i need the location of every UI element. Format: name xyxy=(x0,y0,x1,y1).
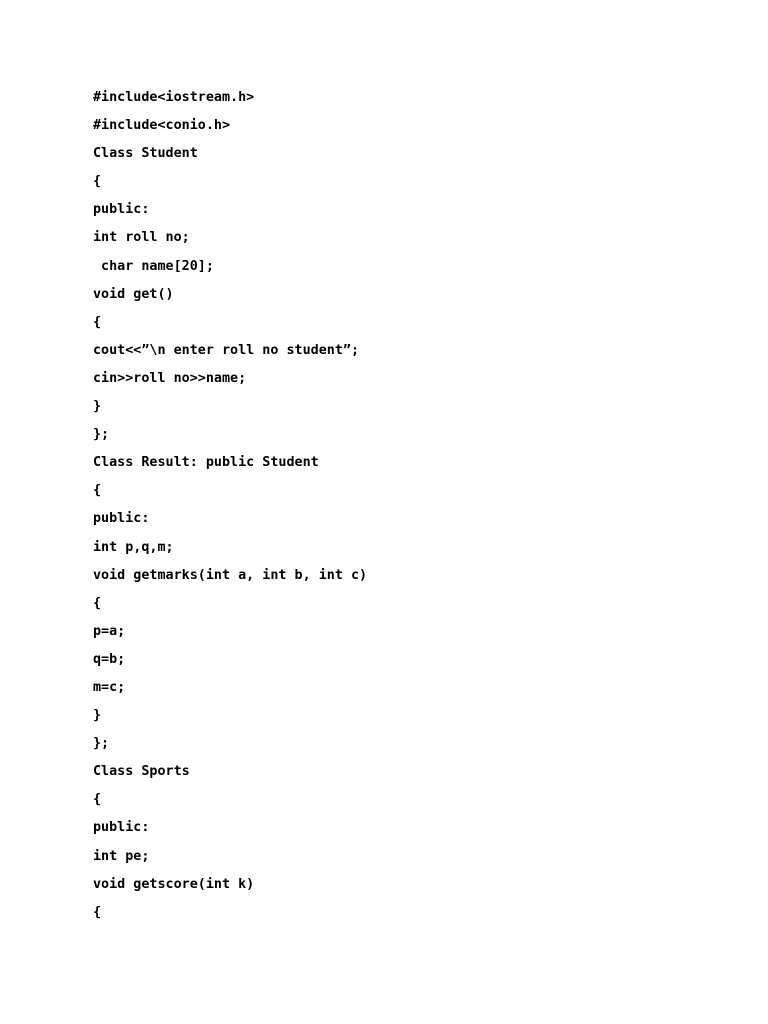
code-line: { xyxy=(93,595,102,611)
code-line: { xyxy=(93,904,102,920)
code-line: { xyxy=(93,483,102,499)
code-line: q=b; xyxy=(93,651,126,667)
code-line: void get() xyxy=(93,286,174,302)
code-line: } xyxy=(93,708,102,724)
code-line: void getscore(int k) xyxy=(93,876,255,892)
code-line: int p,q,m; xyxy=(93,539,174,555)
code-line: { xyxy=(93,792,102,808)
code-line: public: xyxy=(93,511,150,527)
code-line: public: xyxy=(93,820,150,836)
code-line: char name[20]; xyxy=(93,258,214,274)
code-line: void getmarks(int a, int b, int c) xyxy=(93,567,368,583)
code-line: #include<conio.h> xyxy=(93,118,231,134)
code-line: cin>>roll no>>name; xyxy=(93,370,247,386)
code-line: Class Student xyxy=(93,146,198,162)
code-line: Class Result: public Student xyxy=(93,455,319,471)
code-line: Class Sports xyxy=(93,764,190,780)
code-line: m=c; xyxy=(93,679,126,695)
code-line: }; xyxy=(93,427,110,443)
code-line: p=a; xyxy=(93,623,126,639)
code-line: public: xyxy=(93,202,150,218)
code-line: }; xyxy=(93,736,110,752)
code-line: cout<<”\n enter roll no student”; xyxy=(93,342,360,358)
code-line: int roll no; xyxy=(93,230,190,246)
code-listing xyxy=(93,84,367,927)
code-line: { xyxy=(93,314,102,330)
code-line: { xyxy=(93,174,102,190)
code-line: #include<iostream.h> xyxy=(93,90,255,105)
code-line: } xyxy=(93,399,102,415)
code-line: int pe; xyxy=(93,848,150,864)
